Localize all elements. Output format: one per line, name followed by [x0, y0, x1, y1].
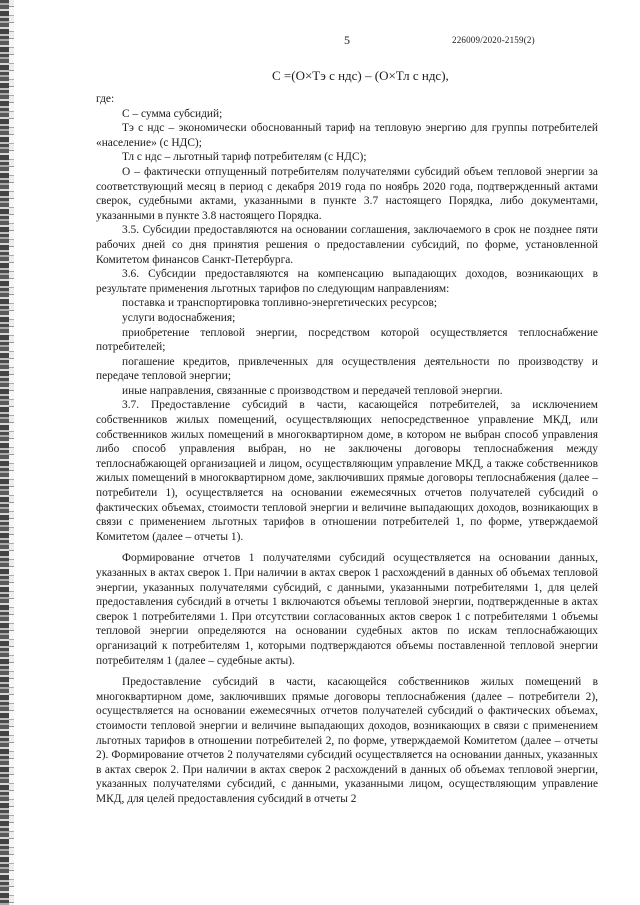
paragraph: погашение кредитов, привлеченных для осуществления деятельности по производству и передаче тепловой энергии;	[96, 355, 598, 383]
paragraph: С – сумма субсидий;	[122, 107, 223, 120]
paragraph: услуги водоснабжения;	[122, 311, 236, 324]
paragraph: иные направления, связанные с производством и передачей тепловой энергии.	[122, 384, 503, 397]
page-number: 5	[344, 33, 350, 47]
subsidy-formula: С =(О×Тэ с ндс) – (О×Тл с ндс),	[272, 68, 449, 83]
paragraph: поставка и транспортировка топливно-энергетических ресурсов;	[122, 297, 438, 310]
paragraph: Тэ с ндс – экономически обоснованный тариф на тепловую энергию для группы потребителей «население» (с НДС);	[96, 122, 598, 149]
document-id: 226009/2020-2159(2)	[452, 35, 535, 45]
paragraph: 3.5. Субсидии предоставляются на основании соглашения, заключаемого в срок не позднее пяти рабочих дней со дня принятия решения о предоставлении субсидий, по форме, установленной Комитетом финансов Санкт-Петербурга.	[96, 224, 598, 266]
paragraph: где:	[96, 93, 115, 105]
paragraph: 3.6. Субсидии предоставляются на компенсацию выпадающих доходов, возникающих в результате применения льготных тарифов по следующим направлениям:	[96, 268, 598, 295]
scan-edge-shadow	[9, 0, 14, 905]
document-body	[96, 92, 598, 807]
paragraph: Тл с ндс – льготный тариф потребителям (с НДС);	[122, 151, 367, 164]
scan-edge-artifact	[0, 0, 9, 905]
paragraph: Формирование отчетов 1 получателями субсидий осуществляется на основании данных, указанных в актах сверок 1. При наличии в актах сверок 1 расхождений в данных об объемах тепловой энергии, указанных получателями субсидий, с данными, указанными потребителями 1, для целей предоставления субсидий в отчеты 1 включаются объемы тепловой энергии, подтвержденные в актах сверок 1 потребителями 1. При отсутствии согласованных актов сверок 1 с потребителями 1 объемы тепловой энергии определяются на основании судебных актов по искам теплоснабжающих организаций к потребителям 1, которыми подтверждаются объемы поставленной тепловой энергии потребителям 1 (далее – судебные акты).	[96, 552, 598, 667]
paragraph: приобретение тепловой энергии, посредством которой осуществляется теплоснабжение потребителей;	[96, 326, 598, 354]
paragraph: О – фактически отпущенный потребителям получателями субсидий объем тепловой энергии за соответствующий месяц в период с декабря 2019 года по ноябрь 2020 года, подтвержденный актами сверок, судебными актами, указанными в пункте 3.7 настоящего Порядка, либо документами, указанными в пункте 3.8 настоящего Порядка.	[96, 165, 598, 222]
paragraph: 3.7. Предоставление субсидий в части, касающейся потребителей, за исключением собственников жилых помещений, осуществляющих непосредственное управление МКД, или собственников жилых помещений в многоквартирном доме, в котором не выбран способ управления либо способ управления выбран, но не заключены договоры теплоснабжения между теплоснабжающей организацией и лицом, осуществляющим управление МКД, а также собственников жилых помещений в многоквартирном доме, заключивших прямые договоры теплоснабжения (далее – потребители 1), осуществляется на основании ежемесячных отчетов получателей субсидий о фактических объемах, стоимости тепловой энергии и величине выпадающих доходов, возникающих в связи с применением льготных тарифов в отношении потребителей 1, по форме, утверждаемой Комитетом (далее – отчеты 1).	[96, 399, 598, 543]
paragraph: Предоставление субсидий в части, касающейся собственников жилых помещений в многоквартирном доме, заключивших прямые договоры теплоснабжения (далее – потребители 2), осуществляется на основании ежемесячных отчетов получателей субсидий о фактических объемах, стоимости тепловой энергии и величине выпадающих доходов, возникающих в связи с применением льготных тарифов в отношении потребителей 2, по форме, утверждаемой Комитетом (далее – отчеты 2). Формирование отчетов 2 получателями субсидий осуществляется на основании данных, указанных в актах сверок 2. При наличии в актах сверок 2 расхождений в данных об объемах тепловой энергии, указанных получателями субсидий, с данными, указанными лицом, осуществляющим управление МКД, для целей предоставления субсидий в отчеты 2	[96, 676, 598, 805]
